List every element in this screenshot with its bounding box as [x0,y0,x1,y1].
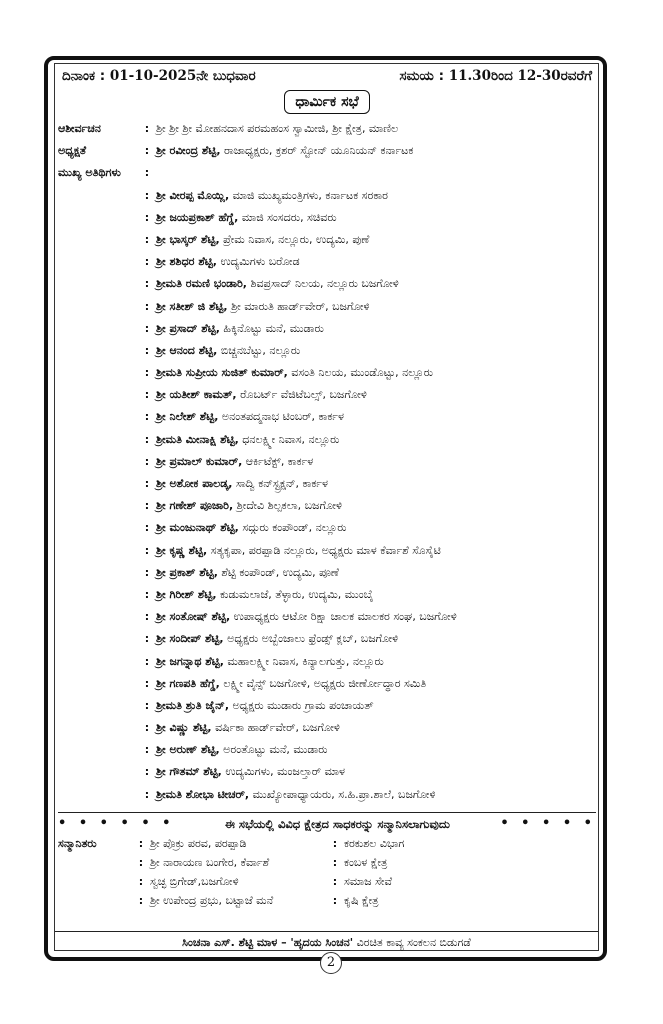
colon: : [144,698,150,712]
guest-detail: ಉದ್ಯಮಿಗಳು, ಮಂಜಲ್ತಾರ್ ಮಾಳ [221,765,345,779]
guest-item [58,651,596,673]
page-number: 2 [320,952,342,974]
guest-name: ಶ್ರೀ ಯತೀಶ್ ಕಾಮತ್, [156,388,237,402]
guest-detail: ವಸಂತಿ ನಿಲಯ, ಮುಂಡೊಟ್ಟು, ನಲ್ಲೂರು [287,366,434,380]
guest-name: ಶ್ರೀ ಆನಂದ ಶೆಟ್ಟಿ, [156,343,218,357]
guest-detail: ಪ್ರೇಮ ನಿವಾಸ, ನಲ್ಲೂರು, ಉದ್ಯಮಿ, ಪುಣೆ [219,232,370,246]
guest-name: ಶ್ರೀ ಅರುಣ್ ಶೆಟ್ಟಿ, [156,743,220,757]
guest-detail: ಮಾಜಿ ಮುಖ್ಯಮಂತ್ರಿಗಳು, ಕರ್ನಾಟಕ ಸರಕಾರ [229,188,388,202]
guest-entry [156,562,339,584]
guest-item [58,251,596,273]
guest-detail: ಉದ್ಯಮಿಗಳು ಬರೋಡ [216,255,300,269]
guest-entry [156,584,373,606]
date-label: ದಿನಾಂಕ [62,68,96,84]
guest-entry [156,473,328,495]
guest-entry [156,739,328,761]
guest-detail: ಶ್ರೀ ಮಾರುತಿ ಹಾರ್ಡ್‌ವೇರ್, ಬಜಗೋಳಿ [227,299,370,313]
colon: : [144,654,150,668]
page-title: ಧಾರ್ಮಿಕ ಸಭೆ [284,90,369,114]
guest-item [58,451,596,473]
guest-entry [156,451,313,473]
guest-name: ಶ್ರೀಮತಿ ಮೀನಾಕ್ಷಿ ಶೆಟ್ಟಿ, [156,432,239,446]
colon: : [144,321,150,335]
footer-title: ಸಿಂಚನಾ ಎಸ್. ಶೆಟ್ಟಿ ಮಾಳ – 'ಹೃದಯ ಸಿಂಚನ' [182,936,354,949]
guest-name: ಶ್ರೀ ಮಂಜುನಾಥ್ ಶೆಟ್ಟಿ, [156,521,239,535]
colon: : [144,499,150,513]
colon: : [144,366,150,380]
guest-entry [156,251,300,273]
honoree-field: ಕೃಷಿ ಕ್ಷೇತ್ರ [344,893,379,907]
guest-detail: ಬಿಚ್ಚನಬೆಟ್ಟು, ನಲ್ಲೂರು [217,343,301,357]
guest-item [58,429,596,451]
colon: : [144,743,150,757]
footer-text: ವಿರಚಿತ ಕಾವ್ಯ ಸಂಕಲನ ಬಿಡುಗಡೆ [353,936,471,949]
colon: : [144,632,150,646]
guest-entry [156,673,426,695]
guest-name: ಶ್ರೀ ಗಣೇಶ್ ಪೂಜಾರಿ, [156,499,234,513]
guest-detail: ಅರಂತೊಟ್ಟು ಮನೆ, ಮುಡಾರು [219,743,328,757]
guest-name: ಶ್ರೀ ಪ್ರಸಾದ್ ಶೆಟ್ಟಿ, [156,321,220,335]
guest-name: ಶ್ರೀ ವೀರಪ್ಪ ಮೊಯ್ಲಿ, [156,188,230,202]
guest-name: ಶ್ರೀಮತಿ ಶೋಭಾ ಟೀಚರ್, [156,787,250,801]
colon: : [144,587,150,601]
guest-entry [156,651,384,673]
honoree-item: : ಸ್ವಚ್ಛ ಬ್ರಿಗೇಡ್,ಬಜಗೋಳಿ : ಸಮಾಜ ಸೇವೆ [58,872,596,891]
guest-entry [156,540,441,562]
guest-name: ಶ್ರೀ ಗೌತಮ್ ಶೆಟ್ಟಿ, [156,765,222,779]
guest-item [58,717,596,739]
guest-item [58,185,596,207]
colon: : [144,765,150,779]
dots-decoration-left: • • • • • • [58,815,175,831]
colon: : [144,255,150,269]
colon: : [144,543,150,557]
guest-name: ಶ್ರೀಮತಿ ರಮಣಿ ಭಂಡಾರಿ, [156,277,247,291]
guest-entry [156,628,398,650]
colon: : [144,188,150,202]
guest-item [58,695,596,717]
honor-heading-row [58,812,596,834]
honoree-item: : ಶ್ರೀ ಉಪೇಂದ್ರ ಪ್ರಭು, ಬಟ್ಟಾಜೆ ಮನೆ : ಕೃಷಿ ಕ್ಷೇತ್ರ [58,891,596,910]
colon: : [144,343,150,357]
invitation-content [58,66,596,910]
colon: : [144,565,150,579]
guest-item [58,207,596,229]
guest-item [58,673,596,695]
guest-item [58,406,596,428]
guest-name: ಶ್ರೀ ವಿಷ್ಣು ಶೆಟ್ಟಿ, [156,721,212,735]
guests-label-row: ಮುಖ್ಯ ಅತಿಥಿಗಳು : [58,162,596,184]
honoree-field: ಕರಕುಶಲ ವಿಭಾಗ [344,836,405,850]
guest-detail: ಧನಲಕ್ಷ್ಮೀ ನಿವಾಸ, ನಲ್ಲೂರು [238,432,340,446]
colon: : [144,521,150,535]
guest-item [58,229,596,251]
honoree-name: ಶ್ರೀ ಪೊಕ್ರು ಪರವ, ಪರಪ್ಪಾಡಿ [150,836,247,850]
guest-item [58,739,596,761]
guest-detail: ಅಧ್ಯಕ್ಷರು ಮುಡಾರು ಗ್ರಾಮ ಪಂಚಾಯತ್ [229,698,374,712]
time-value: 11.30ರಿಂದ 12-30ರವರೆಗೆ [448,68,592,84]
colon: : [144,432,150,446]
guest-item [58,784,596,806]
guest-entry [156,384,367,406]
honoree-field: ಸಮಾಜ ಸೇವೆ [344,874,393,888]
guest-item [58,340,596,362]
guest-entry [156,185,388,207]
guest-list [58,185,596,806]
time-info: ಸಮಯ : 11.30ರಿಂದ 12-30ರವರೆಗೆ [399,68,592,84]
guest-item [58,761,596,783]
guest-item [58,606,596,628]
colon: : [144,676,150,690]
colon: : [144,232,150,246]
honoree-name: ಸ್ವಚ್ಛ ಬ್ರಿಗೇಡ್,ಬಜಗೋಳಿ [150,874,239,888]
guest-detail: ಶಿವಪ್ರಸಾದ್ ನಿಲಯ, ನಲ್ಲೂರು ಬಜಗೋಳಿ [246,277,399,291]
honor-heading: ಈ ಸಭೆಯಲ್ಲಿ ವಿವಿಧ ಕ್ಷೇತ್ರದ ಸಾಧಕರನ್ನು ಸನ್ಮಾನಿಸಲಾಗುವುದು [224,816,450,831]
event-info-row [58,66,596,86]
colon: : [144,787,150,801]
guest-name: ಶ್ರೀ ಸತೀಶ್ ಜಿ ಶೆಟ್ಟಿ, [156,299,228,313]
guest-name: ಶ್ರೀ ಜಗನ್ನಾಥ ಶೆಟ್ಟಿ, [156,654,224,668]
guest-entry [156,495,342,517]
presidency-label: ಅಧ್ಯಕ್ಷತೆ [58,144,87,158]
guest-detail: ಶ್ರೀದೇವಿ ಶಿಲ್ಪಕಲಾ, ಬಜಗೋಳಿ [233,499,343,513]
guest-name: ಶ್ರೀ ಸಂತೋಷ್ ಶೆಟ್ಟಿ, [156,610,231,624]
blessing-value: ಶ್ರೀ ಶ್ರೀ ಶ್ರೀ ಮೋಹನದಾಸ ಪರಮಹಂಸ ಸ್ವಾಮೀಜಿ, ಶ್ರೀ ಕ್ಷೇತ್ರ, ಮಾಣಿಲ [156,122,399,135]
guest-item [58,296,596,318]
guest-item [58,362,596,384]
guest-name: ಶ್ರೀ ಜಯಪ್ರಕಾಶ್ ಹೆಗ್ಡೆ, [156,210,239,224]
guest-name: ಶ್ರೀ ನಿಲೇಶ್ ಶೆಟ್ಟಿ, [156,410,219,424]
guest-detail: ಮುಖ್ಯೋಪಾಧ್ಯಾಯರು, ಸ.ಹಿ.ಪ್ರಾ.ಶಾಲೆ, ಬಜಗೋಳಿ [249,787,436,801]
presidency-value: ಶ್ರೀ ರವೀಂದ್ರ ಶೆಟ್ಟಿ, ರಾಜಾಧ್ಯಕ್ಷರು, ಕ್ರಶರ್ ಸ್ಟೋನ್ ಯೂನಿಯನ್ ಕರ್ನಾಟಕ [156,144,414,158]
guest-entry [156,429,339,451]
colon: : [144,721,150,735]
guest-name: ಶ್ರೀ ಗಿರೀಶ್ ಶೆಟ್ಟಿ, [156,587,217,601]
guest-name: ಶ್ರೀ ಕೃಷ್ಣ ಶೆಟ್ಟಿ, [156,543,208,557]
blessing-label: ಆಶೀರ್ವಚನ [58,122,101,135]
honoree-label [58,853,132,872]
date-value: 01-10-2025ನೇ ಬುಧವಾರ [109,68,256,84]
honoree-item: : ಶ್ರೀ ನಾರಾಯಣ ಬಂಗೇರ, ಕೆರ್ವಾಶೆ : ಕಂಬಳ ಕ್ಷೇತ್ರ [58,853,596,872]
guest-name: ಶ್ರೀ ಗಣಪತಿ ಹೆಗ್ಡೆ, [156,676,220,690]
guest-detail: ಅಧ್ಯಕ್ಷರು ಅಬ್ಬೆಂಜಾಲು ಫ್ರೆಂಡ್ಸ್ ಕ್ಲಬ್, ಬಜಗೋಳಿ [223,632,399,646]
guest-entry [156,517,347,539]
footer-note [55,931,598,954]
guest-item [58,584,596,606]
time-label: ಸಮಯ [399,68,434,84]
guest-item [58,318,596,340]
colon: : [144,477,150,490]
guest-entry [156,207,337,229]
guest-detail: ರೊಬರ್ಟ್ ವೆಜಿಟೆಬಲ್ಸ್, ಬಜಗೋಳಿ [236,388,367,402]
guest-item [58,562,596,584]
guest-entry [156,296,370,318]
honoree-label: ಸನ್ಮಾನಿತರು [58,836,97,850]
guest-entry [156,340,300,362]
guest-detail: ಸತ್ಯಕೃಪಾ, ಪರಪ್ಪಾಡಿ ನಲ್ಲೂರು, ಅಧ್ಯಕ್ಷರು ಮಾಳ ಕೆರ್ವಾಶೆ ಸೊಸೈಟಿ [207,543,441,557]
guest-name: ಶ್ರೀ ಪ್ರಮಾಲ್ ಕುಮಾರ್, [156,454,243,468]
honoree-label [58,872,132,891]
guest-detail: ಲಕ್ಷ್ಮೀ ವೈನ್ಸ್ ಬಜಗೋಳಿ, ಅಧ್ಯಕ್ಷರು ಜೀರ್ಣೋದ್ಧಾರ ಸಮಿತಿ [219,676,427,690]
guest-name: ಶ್ರೀ ಭಾಸ್ಕರ್ ಶೆಟ್ಟಿ, [156,232,220,246]
blessing-row: ಆಶೀರ್ವಚನ : ಶ್ರೀ ಶ್ರೀ ಶ್ರೀ ಮೋಹನದಾಸ ಪರಮಹಂಸ ಸ್ವಾಮೀಜಿ, ಶ್ರೀ ಕ್ಷೇತ್ರ, ಮಾಣಿಲ [58,118,596,140]
guest-entry [156,318,324,340]
guest-entry [156,273,399,295]
guest-entry [156,229,369,251]
dots-decoration-right: • • • • • [500,815,596,831]
guest-item [58,495,596,517]
guest-name: ಶ್ರೀಮತಿ ಶ್ರುತಿ ಜೈನ್, [156,698,230,712]
guest-detail: ಮಹಾಲಕ್ಷ್ಮೀ ನಿವಾಸ, ಕಿನ್ಯಾಲಗುತ್ತು, ನಲ್ಲೂರು [223,654,384,668]
guest-detail: ಆರ್ಕಿಟೆಕ್ಟ್, ಕಾರ್ಕಳ [242,454,314,468]
date-info: ದಿನಾಂಕ : 01-10-2025ನೇ ಬುಧವಾರ [62,68,256,84]
honoree-name: ಶ್ರೀ ಉಪೇಂದ್ರ ಪ್ರಭು, ಬಟ್ಟಾಜೆ ಮನೆ [150,893,274,907]
honoree-item: ಸನ್ಮಾನಿತರು : ಶ್ರೀ ಪೊಕ್ರು ಪರವ, ಪರಪ್ಪಾಡಿ : ಕರಕುಶಲ ವಿಭಾಗ [58,834,596,853]
guest-name: ಶ್ರೀ ಸಂದೀಪ್ ಶೆಟ್ಟಿ, [156,632,224,646]
title-wrapper [58,90,596,118]
presidency-row: ಅಧ್ಯಕ್ಷತೆ : ಶ್ರೀ ರವೀಂದ್ರ ಶೆಟ್ಟಿ, ರಾಜಾಧ್ಯಕ್ಷರು, ಕ್ರಶರ್ ಸ್ಟೋನ್ ಯೂನಿಯನ್ ಕರ್ನಾಟಕ [58,140,596,162]
guest-item [58,540,596,562]
honoree-field: ಕಂಬಳ ಕ್ಷೇತ್ರ [344,855,388,869]
guest-name: ಶ್ರೀ ಅಶೋಕ ಪಾಲಡ್ಕ, [156,477,233,490]
guests-label: ಮುಖ್ಯ ಅತಿಥಿಗಳು [58,166,121,180]
guest-detail: ಸಾದ್ವಿ ಕನ್‌ಸ್ಟ್ರಕ್ಷನ್, ಕಾರ್ಕಳ [232,477,328,490]
guest-detail: ಕುಡುಮಲಾಜೆ, ತೆಳ್ಳಾರು, ಉದ್ಯಮಿ, ಮುಂಬೈ [216,587,374,601]
colon: : [144,388,150,402]
colon: : [144,610,150,624]
guest-entry [156,784,435,806]
guest-detail: ಉಪಾಧ್ಯಕ್ಷರು ಆಟೋ ರಿಕ್ಷಾ ಚಾಲಕ ಮಾಲಕರ ಸಂಘ, ಬಜಗೋಳಿ [230,610,457,624]
colon: : [144,210,150,224]
colon: : [144,277,150,291]
honoree-list [58,834,596,910]
guest-detail: ಅನಂತಪದ್ಮನಾಭ ಟಿಂಬರ್, ಕಾರ್ಕಳ [218,410,344,424]
guest-detail: ವರ್ಷಿಕಾ ಹಾರ್ಡ್‌ವೇರ್, ಬಜಗೋಳಿ [211,721,340,735]
guest-detail: ಶೆಟ್ಟಿ ಕಂಪೌಂಡ್, ಉದ್ಯಮಿ, ಪೂಣೆ [217,565,339,579]
honoree-label [58,891,132,910]
guest-detail: ಹಿಕ್ಕಿನೊಟ್ಟು ಮನೆ, ಮುಡಾರು [219,321,324,335]
colon: : [144,410,150,424]
colon: : [144,454,150,468]
guest-entry [156,695,374,717]
guest-entry [156,717,340,739]
guest-entry [156,761,345,783]
guest-item [58,473,596,495]
guest-item [58,628,596,650]
colon: : [144,299,150,313]
guest-item [58,273,596,295]
guest-name: ಶ್ರೀ ಶಶಿಧರ ಶೆಟ್ಟಿ, [156,255,217,269]
guest-entry [156,606,457,628]
guest-item [58,384,596,406]
guest-entry [156,406,344,428]
guest-item [58,517,596,539]
guest-name: ಶ್ರೀ ಪ್ರಕಾಶ್ ಶೆಟ್ಟಿ, [156,565,218,579]
guest-name: ಶ್ರೀಮತಿ ಸುಪ್ರೀಯ ಸುಜಿತ್ ಕುಮಾರ್, [156,366,288,380]
guest-detail: ಮಾಜಿ ಸಂಸದರು, ಸಚಿವರು [238,210,337,224]
guest-detail: ಸದ್ಗುರು ಕಂಪೌಂಡ್, ನಲ್ಲೂರು [238,521,347,535]
honoree-name: ಶ್ರೀ ನಾರಾಯಣ ಬಂಗೇರ, ಕೆರ್ವಾಶೆ [150,855,270,869]
guest-entry [156,362,433,384]
